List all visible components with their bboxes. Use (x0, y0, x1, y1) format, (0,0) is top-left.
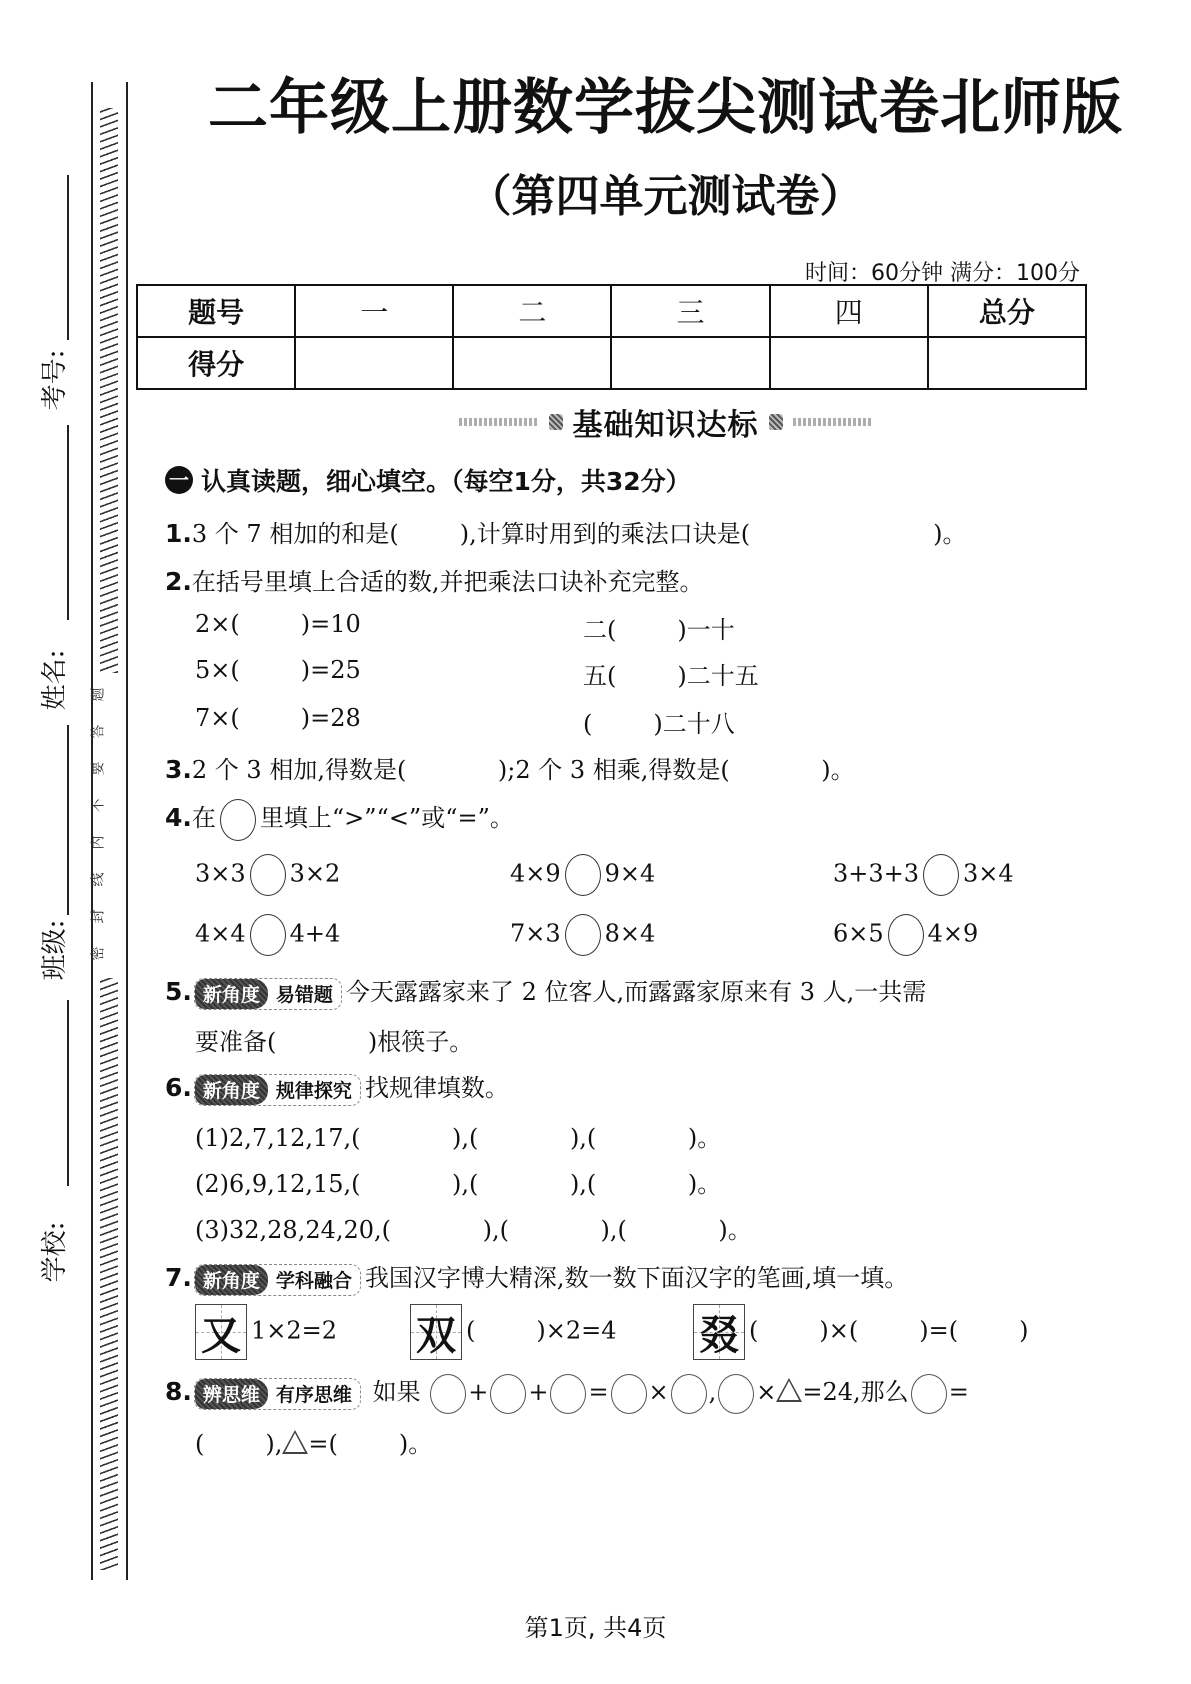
page-title: 二年级上册数学拔尖测试卷北师版 (208, 73, 1123, 143)
question-text: 在括号里填上合适的数,并把乘法口诀补充完整。 (191, 568, 704, 596)
seal-line-notice (90, 676, 119, 972)
question-text: 今天露露家来了 2 位客人,而露露家原来有 3 人,一共需 (345, 978, 927, 1006)
compare-answer-circle[interactable] (888, 914, 924, 956)
binding-hatch-top (100, 108, 118, 673)
table-header-cell: 一 (295, 285, 453, 337)
compare-answer-circle[interactable] (250, 854, 286, 896)
operator: = (588, 1378, 609, 1406)
name-blank[interactable] (67, 560, 69, 618)
question-6 (165, 1068, 509, 1106)
question-7 (165, 1258, 908, 1296)
character: 叕 (699, 1311, 739, 1359)
circle-shape-icon (220, 799, 256, 841)
stroke-expression: ( )×( )=( ) (749, 1316, 1029, 1345)
stroke-item (195, 1304, 337, 1360)
question-text: 我国汉字博大精深,数一数下面汉字的笔画,填一填。 (364, 1264, 909, 1292)
compare-left: 3×3 (195, 859, 246, 888)
score-cell-1[interactable] (295, 337, 453, 389)
q2-equation: 5×( )=25 (195, 656, 361, 684)
character: 又 (201, 1311, 241, 1359)
character-box (195, 1304, 247, 1360)
question-text: 在 (191, 804, 216, 832)
q2-equation: 2×( )=10 (195, 610, 361, 638)
tag-category: 新角度 (195, 979, 268, 1009)
score-table-score-row (137, 337, 1086, 389)
compare-item (510, 914, 655, 956)
question-8-answer-line (195, 1424, 432, 1459)
part-heading (165, 462, 691, 498)
binding-hatch-bottom (100, 978, 118, 1570)
compare-right: 9×4 (604, 859, 656, 888)
question-text: 如果 (372, 1378, 421, 1406)
part-heading-text: 认真读题，细心填空。（每空1分，共32分） (201, 467, 691, 496)
banner-dash-left (459, 418, 539, 426)
compare-item (833, 854, 1014, 896)
stroke-expression: ( )×2=4 (466, 1316, 617, 1345)
score-table (136, 284, 1087, 390)
table-header-cell: 三 (611, 285, 769, 337)
compare-right: 3×2 (289, 859, 341, 888)
compare-right: 4×9 (927, 919, 979, 948)
question-tag (194, 1378, 361, 1410)
operator: + (528, 1378, 549, 1406)
tag-type: 易错题 (268, 979, 341, 1009)
circle-shape-icon (611, 1374, 647, 1414)
seal-char: 不 (90, 798, 107, 813)
question-number: 6. (165, 1073, 192, 1102)
compare-right: 3×4 (963, 859, 1014, 888)
question-number: 5. (165, 977, 192, 1006)
question-text: =24,那么 (802, 1378, 909, 1406)
circle-shape-icon (911, 1374, 947, 1414)
stroke-item (693, 1304, 1029, 1360)
compare-item (195, 854, 340, 896)
name-field (40, 650, 70, 710)
question-8 (165, 1372, 969, 1414)
question-number: 3. (165, 755, 192, 784)
section-banner-title: 基础知识达标 (572, 408, 759, 443)
operator: × (648, 1378, 669, 1406)
seal-char: 内 (90, 835, 107, 850)
part-number-icon: 一 (165, 466, 193, 494)
compare-left: 6×5 (833, 919, 884, 948)
question-number: 8. (165, 1377, 192, 1406)
question-tag (194, 1264, 361, 1296)
page-subtitle: （第四单元测试卷） (467, 171, 864, 222)
compare-item (833, 914, 978, 956)
q2-rhyme: 五( )二十五 (583, 662, 759, 690)
question-text: 找规律填数。 (364, 1074, 509, 1102)
seal-char: 要 (90, 761, 107, 776)
score-cell-2[interactable] (453, 337, 611, 389)
exam-number-field (40, 350, 70, 410)
school-label: 学校: (40, 1221, 70, 1283)
operator: + (468, 1378, 489, 1406)
sequence-item: (1)2,7,12,17,( ),( ),( )。 (195, 1124, 722, 1152)
question-text: 里填上“>”“<”或“=”。 (259, 804, 514, 832)
question-3 (165, 750, 855, 785)
compare-left: 4×4 (195, 919, 246, 948)
question-tag (194, 978, 342, 1010)
banner-ornament-right-icon (769, 414, 783, 430)
character-box (410, 1304, 462, 1360)
exam-number-label: 考号: (40, 349, 70, 411)
tag-category: 辨思维 (195, 1379, 268, 1409)
table-header-cell: 题号 (137, 285, 295, 337)
score-cell-3[interactable] (611, 337, 769, 389)
class-field (40, 920, 70, 980)
binding-line-outer (91, 82, 93, 1580)
question-2 (165, 562, 704, 597)
question-number: 7. (165, 1263, 192, 1292)
class-blank[interactable] (67, 725, 69, 915)
compare-answer-circle[interactable] (923, 854, 959, 896)
question-number: 2. (165, 567, 192, 596)
question-text: 3 个 7 相加的和是( ),计算时用到的乘法口诀是( )。 (191, 520, 967, 548)
table-header-cell: 二 (453, 285, 611, 337)
section-banner (140, 400, 1191, 444)
seal-char: 密 (90, 946, 107, 961)
triangle-shape-icon (776, 1378, 802, 1402)
score-cell-4[interactable] (770, 337, 928, 389)
tag-type: 有序思维 (268, 1379, 360, 1409)
stroke-item (410, 1304, 617, 1360)
tag-type: 学科融合 (268, 1265, 360, 1295)
triangle-shape-icon (282, 1430, 308, 1454)
school-blank[interactable] (67, 1000, 69, 1186)
exam-number-blank[interactable] (67, 175, 69, 340)
compare-answer-circle[interactable] (565, 914, 601, 956)
circle-shape-icon (490, 1374, 526, 1414)
compare-right: 4+4 (289, 919, 341, 948)
tag-category: 新角度 (195, 1265, 268, 1295)
answer-blank: =( )。 (308, 1430, 433, 1458)
answer-blank: ( ), (195, 1430, 283, 1458)
seal-char: 线 (90, 872, 107, 887)
question-4 (165, 798, 514, 841)
score-cell-total[interactable] (928, 337, 1086, 389)
character: 双 (416, 1311, 456, 1359)
compare-right: 8×4 (604, 919, 656, 948)
stroke-expression: 1×2=2 (251, 1316, 338, 1345)
circle-shape-icon (671, 1374, 707, 1414)
banner-dash-right (793, 418, 873, 426)
score-table-header-row (137, 285, 1086, 337)
circle-shape-icon (430, 1374, 466, 1414)
name-label: 姓名: (40, 649, 70, 711)
compare-item (510, 854, 655, 896)
compare-left: 3+3+3 (833, 859, 920, 888)
compare-answer-circle[interactable] (565, 854, 601, 896)
compare-answer-circle[interactable] (250, 914, 286, 956)
class-label: 班级: (40, 919, 70, 981)
question-number: 1. (165, 519, 192, 548)
sequence-item: (3)32,28,24,20,( ),( ),( )。 (195, 1216, 752, 1244)
tag-type: 规律探究 (268, 1075, 360, 1105)
score-row-label: 得分 (137, 337, 295, 389)
compare-item (195, 914, 340, 956)
question-tag (194, 1074, 361, 1106)
sequence-item: (2)6,9,12,15,( ),( ),( )。 (195, 1170, 722, 1198)
compare-left: 4×9 (510, 859, 561, 888)
page-footer: 第1页, 共4页 (524, 1614, 667, 1642)
character-box (693, 1304, 745, 1360)
binding-line-inner (126, 82, 128, 1580)
question-5 (165, 972, 926, 1010)
q2-equation: 7×( )=28 (195, 704, 361, 732)
operator: = (948, 1378, 969, 1406)
question-number: 4. (165, 803, 192, 832)
circle-shape-icon (718, 1374, 754, 1414)
question-text-continued: 要准备( )根筷子。 (195, 1028, 474, 1056)
banner-ornament-left-icon (549, 414, 563, 430)
seal-char: 封 (90, 909, 107, 924)
table-header-cell: 总分 (928, 285, 1086, 337)
seal-char: 题 (90, 687, 107, 702)
seal-char: 答 (90, 724, 107, 739)
question-1 (165, 514, 967, 549)
tag-category: 新角度 (195, 1075, 268, 1105)
q2-rhyme: ( )二十八 (583, 710, 735, 738)
school-field (40, 1222, 70, 1282)
operator: × (756, 1378, 777, 1406)
table-header-cell: 四 (770, 285, 928, 337)
circle-shape-icon (550, 1374, 586, 1414)
q2-rhyme: 二( )一十 (583, 616, 735, 644)
question-text: 2 个 3 相加,得数是( );2 个 3 相乘,得数是( )。 (191, 756, 855, 784)
binding-margin (0, 0, 135, 1684)
exam-meta: 时间：60分钟 满分：100分 (805, 261, 1080, 286)
compare-left: 7×3 (510, 919, 561, 948)
operator: , (708, 1378, 717, 1406)
